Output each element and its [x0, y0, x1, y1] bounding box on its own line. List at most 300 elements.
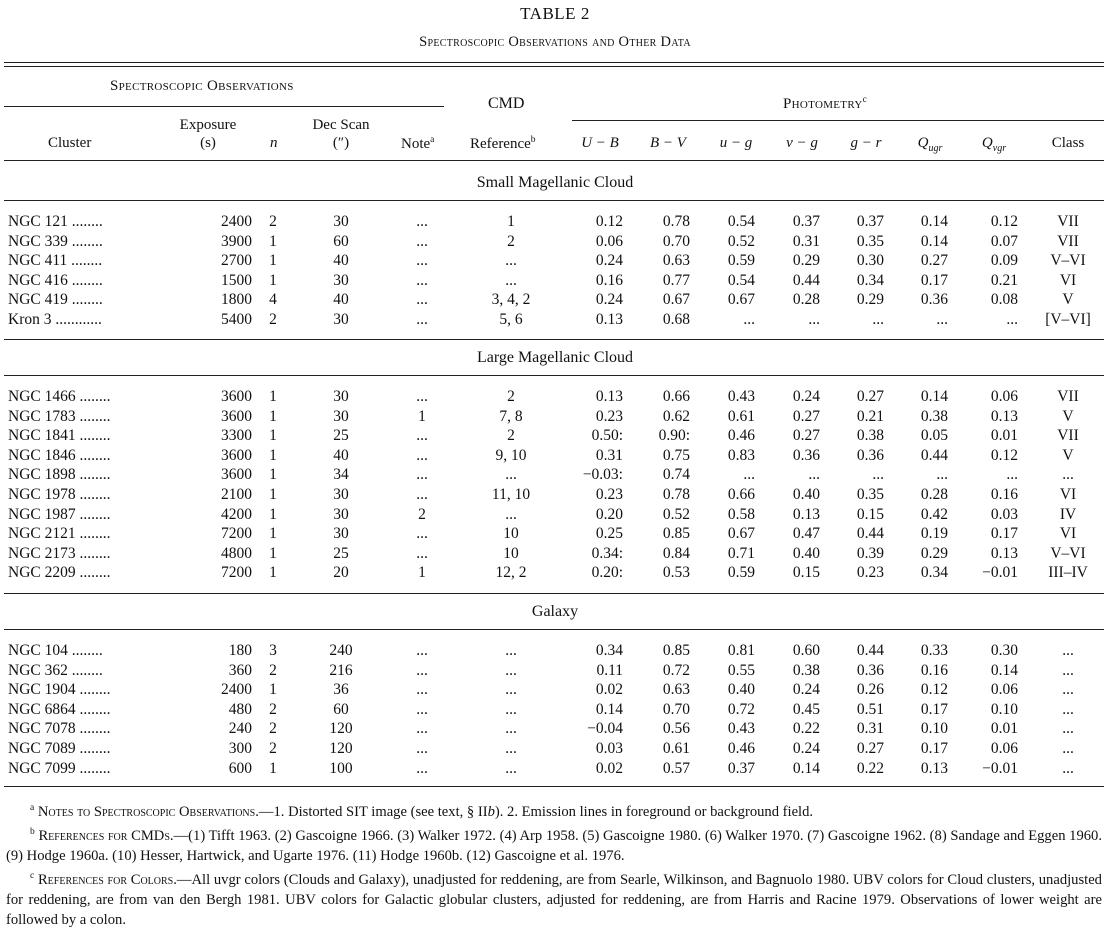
cell-dec: 40	[333, 446, 349, 464]
cell-cluster: NGC 1846 ........	[8, 446, 111, 464]
cell-qvgr: ...	[1006, 311, 1018, 328]
cell-qugr: 0.29	[920, 544, 948, 562]
cell-ug: 0.46	[727, 740, 755, 757]
cell-ub: 0.03	[595, 740, 623, 757]
cell-dec: 30	[333, 271, 349, 289]
photometry-note-mark: c	[862, 95, 867, 105]
cell-n: 1	[269, 388, 277, 405]
cell-ug: 0.43	[727, 720, 755, 738]
cell-ref: ...	[505, 642, 517, 659]
cell-vg: 0.31	[792, 232, 820, 250]
cell-vg: 0.47	[792, 525, 820, 543]
table-row	[0, 759, 1110, 779]
col-u-g: u − g	[719, 135, 753, 151]
cell-n: 1	[269, 505, 277, 523]
cell-ref: 2	[507, 232, 515, 250]
cell-ub: 0.20:	[591, 564, 623, 582]
table-caption: Spectroscopic Observations and Other Data	[419, 34, 691, 50]
cell-cls: ...	[1062, 681, 1074, 699]
cell-qvgr: 0.06	[990, 388, 1018, 405]
cell-cls: VI	[1059, 271, 1077, 289]
section-title-smc: Small Magellanic Cloud	[476, 174, 634, 191]
cell-qugr: ...	[936, 311, 948, 328]
cell-vg: 0.45	[792, 700, 820, 718]
cell-dec: 240	[329, 642, 353, 659]
table-row	[0, 661, 1110, 681]
cell-ub: 0.24	[595, 252, 623, 270]
cell-exp: 180	[228, 642, 252, 659]
cell-ref: 9, 10	[495, 446, 527, 464]
col-exposure-line2: (s)	[200, 135, 216, 151]
section-title-lmc: Large Magellanic Cloud	[476, 349, 634, 366]
cell-ub: −0.03:	[582, 466, 623, 484]
cell-n: 2	[269, 311, 277, 328]
cell-ug: 0.55	[727, 661, 755, 679]
col-note-mark: a	[430, 135, 435, 145]
cell-vg: ...	[808, 311, 820, 328]
cell-qugr: 0.19	[920, 525, 948, 543]
col-note	[401, 135, 434, 153]
cell-qugr: 0.16	[920, 661, 948, 679]
cell-vg: 0.38	[792, 661, 820, 679]
cell-dec: 30	[333, 486, 349, 503]
cell-ub: 0.02	[595, 759, 623, 777]
cell-bv: 0.67	[662, 291, 690, 309]
table-row	[0, 700, 1110, 720]
cell-note: ...	[416, 642, 428, 659]
col-q-vgr-label: Q	[981, 135, 993, 151]
cell-ref: ...	[505, 700, 517, 718]
cell-cls: VII	[1057, 232, 1079, 250]
table-number: TABLE 2	[520, 4, 590, 23]
cell-cls: ...	[1062, 740, 1074, 757]
cell-cluster: NGC 104 ........	[8, 642, 103, 659]
note-a-body-end: ). 2. Emission lines in foreground or background field.	[494, 803, 814, 820]
cell-gr: 0.51	[856, 700, 884, 718]
cell-cluster: NGC 7099 ........	[8, 759, 111, 777]
cell-qvgr: 0.08	[990, 291, 1018, 309]
cell-ug: 0.40	[727, 681, 755, 699]
cell-cls: VII	[1057, 213, 1079, 230]
cell-ref: 2	[507, 388, 515, 405]
cell-qugr: 0.12	[920, 681, 948, 699]
cell-vg: 0.24	[792, 388, 820, 405]
col-cluster: Cluster	[48, 135, 92, 151]
cell-bv: 0.85	[662, 525, 690, 543]
cell-ug: 0.37	[727, 759, 755, 777]
cell-dec: 120	[329, 720, 353, 738]
cell-ref: ...	[505, 466, 517, 484]
cell-cls: III–IV	[1048, 564, 1088, 582]
cell-bv: 0.70	[662, 232, 690, 250]
photometry-group-rule	[572, 120, 1104, 121]
cell-bv: 0.66	[662, 388, 690, 405]
cell-gr: 0.22	[856, 759, 884, 777]
cell-ub: 0.13	[595, 388, 623, 405]
cell-bv: 0.77	[662, 271, 690, 289]
cell-cluster: NGC 7078 ........	[8, 720, 111, 738]
cell-ub: 0.25	[595, 525, 623, 543]
cell-note: ...	[416, 446, 428, 464]
cell-dec: 25	[333, 544, 349, 562]
col-reference-label: Reference	[470, 136, 531, 152]
cell-dec: 30	[333, 525, 349, 543]
cell-ug: 0.43	[727, 388, 755, 405]
table-row	[0, 310, 1110, 330]
cell-cluster: NGC 419 ........	[8, 291, 103, 309]
cell-gr: 0.27	[856, 740, 884, 757]
cell-gr: 0.31	[856, 720, 884, 738]
cell-cluster: NGC 416 ........	[8, 271, 103, 289]
cell-cluster: NGC 1466 ........	[8, 388, 111, 405]
cell-vg: 0.28	[792, 291, 820, 309]
table-row	[0, 641, 1110, 661]
cell-qugr: 0.28	[920, 486, 948, 503]
cell-n: 1	[269, 232, 277, 250]
cell-vg: 0.60	[792, 642, 820, 659]
col-q-vgr-sub: vgr	[992, 143, 1007, 154]
cell-ug: 0.81	[727, 642, 755, 659]
col-q-ugr	[900, 135, 960, 154]
note-a-lead: Notes to Spectroscopic Observations.	[37, 803, 259, 820]
cell-gr: 0.27	[856, 388, 884, 405]
cell-ub: 0.06	[595, 232, 623, 250]
cell-cls: IV	[1059, 505, 1077, 523]
note-b-lead: References for CMDs.	[38, 827, 174, 844]
cell-qugr: 0.36	[920, 291, 948, 309]
table-notes	[6, 798, 1102, 930]
cell-exp: 4200	[221, 505, 252, 523]
cell-exp: 3600	[221, 446, 252, 464]
col-decscan-line1: Dec Scan	[312, 117, 370, 133]
cell-dec: 60	[333, 700, 349, 718]
cell-qvgr: −0.01	[982, 759, 1018, 777]
col-reference-mark: b	[530, 135, 536, 145]
cell-qvgr: 0.10	[990, 700, 1018, 718]
cell-bv: 0.75	[662, 446, 690, 464]
cell-dec: 100	[329, 759, 353, 777]
cell-exp: 2100	[221, 486, 252, 503]
cell-cls: V–VI	[1050, 544, 1086, 562]
table-row	[0, 232, 1110, 252]
section-title-galaxy: Galaxy	[531, 603, 579, 620]
cell-exp: 3600	[221, 388, 252, 405]
cell-cls: V	[1062, 407, 1074, 425]
smc-rule	[4, 200, 1104, 201]
cell-note: ...	[416, 311, 428, 328]
cell-note: ...	[416, 486, 428, 503]
cell-ug: ...	[743, 466, 755, 484]
cell-gr: 0.39	[856, 544, 884, 562]
cell-cluster: NGC 1978 ........	[8, 486, 111, 503]
cell-ref: 7, 8	[499, 407, 523, 425]
table-row	[0, 387, 1110, 407]
cell-vg: 0.37	[792, 213, 820, 230]
cell-exp: 7200	[221, 525, 252, 543]
cell-dec: 60	[333, 232, 349, 250]
note-c-body: —All uvgr colors (Clouds and Galaxy), unadjusted for reddening, are from Searle, Wilkinson, and Bagnuolo 1980. UBV colors for Cloud clusters, unadjusted for reddening, are from van den Bergh 1981. UBV colors for Galactic globular clusters, adjusted for reddening, are from Harris and Racine 1979. Observations of lower weight are followed by a colon.	[6, 871, 1102, 928]
cell-qvgr: 0.13	[990, 544, 1018, 562]
cell-ref: 12, 2	[495, 564, 527, 582]
col-q-ugr-label: Q	[917, 135, 929, 151]
cell-note: ...	[416, 525, 428, 543]
cell-qugr: 0.42	[920, 505, 948, 523]
cell-exp: 3600	[221, 466, 252, 484]
cell-qugr: 0.34	[920, 564, 948, 582]
cell-cls: V	[1062, 446, 1074, 464]
cell-exp: 2700	[221, 252, 252, 270]
cell-qvgr: 0.14	[990, 661, 1018, 679]
cell-vg: 0.14	[792, 759, 820, 777]
note-c-lead: References for Colors.	[37, 871, 177, 888]
cell-ub: 0.50:	[591, 427, 623, 445]
cell-ub: 0.12	[595, 213, 623, 230]
cell-gr: 0.44	[856, 642, 884, 659]
cell-cls: ...	[1062, 759, 1074, 777]
note-b	[6, 822, 1102, 866]
cell-ref: ...	[505, 271, 517, 289]
cell-qugr: 0.27	[920, 252, 948, 270]
cell-note: ...	[416, 661, 428, 679]
cell-cluster: NGC 1904 ........	[8, 681, 111, 699]
cell-ug: 0.59	[727, 564, 755, 582]
cell-qvgr: 0.12	[990, 446, 1018, 464]
cell-cls: ...	[1062, 720, 1074, 738]
cell-qvgr: ...	[1006, 466, 1018, 484]
cell-dec: 30	[333, 388, 349, 405]
cell-cls: VII	[1057, 388, 1079, 405]
cell-note: 1	[418, 564, 426, 582]
note-c-mark: c	[30, 870, 35, 881]
cell-exp: 2400	[221, 681, 252, 699]
cell-note: ...	[416, 740, 428, 757]
group-photometry-label: Photometry	[783, 96, 863, 112]
col-class: Class	[1051, 135, 1085, 151]
cell-exp: 240	[228, 720, 252, 738]
cell-bv: 0.52	[662, 505, 690, 523]
cell-vg: 0.27	[792, 427, 820, 445]
cell-ug: 0.46	[727, 427, 755, 445]
cell-qvgr: 0.07	[990, 232, 1018, 250]
cell-ub: 0.13	[595, 311, 623, 328]
cell-note: ...	[416, 544, 428, 562]
cell-qvgr: 0.09	[990, 252, 1018, 270]
cell-ub: 0.23	[595, 407, 623, 425]
cell-n: 1	[269, 759, 277, 777]
cell-qvgr: 0.01	[990, 720, 1018, 738]
cell-gr: ...	[872, 311, 884, 328]
cell-cluster: NGC 1987 ........	[8, 505, 111, 523]
cell-exp: 600	[228, 759, 252, 777]
cell-qvgr: 0.16	[990, 486, 1018, 503]
cell-note: ...	[416, 213, 428, 230]
cell-vg: 0.24	[792, 681, 820, 699]
table-row	[0, 544, 1110, 564]
cell-vg: 0.29	[792, 252, 820, 270]
cell-n: 1	[269, 525, 277, 543]
cell-vg: 0.40	[792, 486, 820, 503]
col-g-r: g − r	[850, 135, 882, 151]
cell-vg: 0.44	[792, 271, 820, 289]
cell-bv: 0.61	[662, 740, 690, 757]
cell-qvgr: 0.17	[990, 525, 1018, 543]
col-q-ugr-sub: ugr	[928, 143, 943, 154]
cell-bv: 0.63	[662, 681, 690, 699]
cell-bv: 0.63	[662, 252, 690, 270]
cell-cluster: Kron 3 ............	[8, 311, 102, 328]
cell-n: 1	[269, 466, 277, 484]
cell-exp: 1800	[221, 291, 252, 309]
cell-qugr: 0.14	[920, 232, 948, 250]
cell-qvgr: 0.01	[990, 427, 1018, 445]
cell-gr: 0.29	[856, 291, 884, 309]
cell-exp: 360	[228, 661, 252, 679]
cell-ug: 0.54	[727, 271, 755, 289]
col-q-vgr	[964, 135, 1024, 154]
table-row	[0, 446, 1110, 466]
cell-note: ...	[416, 759, 428, 777]
header-bottom-rule	[4, 160, 1104, 161]
cell-ug: 0.83	[727, 446, 755, 464]
cell-bv: 0.90:	[658, 427, 690, 445]
cell-vg: 0.15	[792, 564, 820, 582]
cell-exp: 300	[228, 740, 252, 757]
lmc-rule	[4, 375, 1104, 376]
cell-note: ...	[416, 681, 428, 699]
col-decscan-line2: (″)	[332, 135, 350, 151]
cell-note: ...	[416, 232, 428, 250]
cell-note: ...	[416, 271, 428, 289]
cell-vg: 0.27	[792, 407, 820, 425]
cell-exp: 3900	[221, 232, 252, 250]
cell-vg: ...	[808, 466, 820, 484]
cell-vg: 0.40	[792, 544, 820, 562]
cell-cluster: NGC 6864 ........	[8, 700, 111, 718]
cell-gr: 0.35	[856, 232, 884, 250]
cell-dec: 216	[329, 661, 353, 679]
cell-n: 2	[269, 661, 277, 679]
cell-ref: ...	[505, 681, 517, 699]
cell-note: 1	[418, 407, 426, 425]
table-row	[0, 524, 1110, 544]
cell-note: ...	[416, 720, 428, 738]
cell-qugr: 0.14	[920, 388, 948, 405]
cell-ref: ...	[505, 252, 517, 270]
cell-qugr: ...	[936, 466, 948, 484]
cell-ub: 0.24	[595, 291, 623, 309]
cell-cluster: NGC 2209 ........	[8, 564, 111, 582]
table-row	[0, 407, 1110, 427]
note-c	[6, 866, 1102, 930]
note-a	[6, 798, 1102, 822]
cell-gr: 0.36	[856, 446, 884, 464]
cell-qugr: 0.33	[920, 642, 948, 659]
cell-ref: ...	[505, 740, 517, 757]
col-v-g: v − g	[786, 135, 818, 151]
cell-cls: V	[1062, 291, 1074, 309]
cell-qvgr: 0.21	[990, 271, 1018, 289]
cell-cls: V–VI	[1050, 252, 1086, 270]
cell-cluster: NGC 7089 ........	[8, 740, 111, 757]
cell-cluster: NGC 2173 ........	[8, 544, 111, 562]
table-row	[0, 739, 1110, 759]
col-u-b: U − B	[581, 135, 619, 151]
cell-ub: −0.04	[587, 720, 623, 738]
cell-gr: 0.23	[856, 564, 884, 582]
cell-qugr: 0.38	[920, 407, 948, 425]
cell-n: 2	[269, 720, 277, 738]
cell-cls: VII	[1057, 427, 1079, 445]
cell-cls: ...	[1062, 466, 1074, 484]
cell-ub: 0.16	[595, 271, 623, 289]
cell-n: 2	[269, 700, 277, 718]
cell-vg: 0.13	[792, 505, 820, 523]
group-spectroscopic-observations: Spectroscopic Observations	[110, 78, 294, 94]
cell-ref: ...	[505, 505, 517, 523]
top-rule-2	[4, 66, 1104, 67]
group-cmd: CMD	[488, 95, 525, 112]
cell-ref: ...	[505, 759, 517, 777]
cell-bv: 0.85	[662, 642, 690, 659]
cell-ub: 0.31	[595, 446, 623, 464]
cell-cluster: NGC 362 ........	[8, 661, 103, 679]
cell-ug: 0.67	[727, 291, 755, 309]
cell-ug: 0.58	[727, 505, 755, 523]
galaxy-rule	[4, 629, 1104, 630]
cell-ub: 0.11	[596, 661, 623, 679]
cell-gr: 0.35	[856, 486, 884, 503]
cell-note: ...	[416, 427, 428, 445]
cell-n: 4	[269, 291, 277, 309]
note-b-body: —(1) Tifft 1963. (2) Gascoigne 1966. (3) Walker 1972. (4) Arp 1958. (5) Gascoigne 1980. (6) Walker 1970. (7) Gascoigne 1962. (8) Sandage and Eggen 1960. (9) Hodge 1960a. (10) Hesser, Hartwick, and Ugarte 1976. (11) Hodge 1960b. (12) Gascoigne et al. 1976.	[6, 827, 1103, 864]
cell-n: 3	[269, 642, 277, 659]
cell-ug: 0.72	[727, 700, 755, 718]
cell-bv: 0.78	[662, 213, 690, 230]
cell-dec: 30	[333, 311, 349, 328]
cell-note: ...	[416, 700, 428, 718]
cell-bv: 0.74	[662, 466, 690, 484]
cell-n: 1	[269, 544, 277, 562]
cell-qugr: 0.44	[920, 446, 948, 464]
cell-cluster: NGC 1841 ........	[8, 427, 111, 445]
cell-qugr: 0.14	[920, 213, 948, 230]
cell-qugr: 0.17	[920, 271, 948, 289]
cell-n: 2	[269, 740, 277, 757]
cell-note: ...	[416, 252, 428, 270]
cell-ref: 10	[503, 525, 519, 543]
cell-exp: 7200	[221, 564, 252, 582]
cell-bv: 0.57	[662, 759, 690, 777]
cell-bv: 0.78	[662, 486, 690, 503]
cell-ref: 2	[507, 427, 515, 445]
cell-ug: 0.71	[727, 544, 755, 562]
cell-vg: 0.22	[792, 720, 820, 738]
table-row	[0, 485, 1110, 505]
col-b-v: B − V	[650, 135, 686, 151]
cell-qugr: 0.10	[920, 720, 948, 738]
cell-exp: 3300	[221, 427, 252, 445]
table-row	[0, 251, 1110, 271]
cell-n: 1	[269, 446, 277, 464]
table-row	[0, 426, 1110, 446]
col-reference	[470, 135, 536, 153]
cell-ub: 0.14	[595, 700, 623, 718]
col-note-label: Note	[401, 136, 431, 152]
cell-cluster: NGC 411 ........	[8, 252, 103, 270]
lmc-top-rule	[4, 339, 1104, 340]
table-row	[0, 465, 1110, 485]
cell-note: 2	[418, 505, 426, 523]
